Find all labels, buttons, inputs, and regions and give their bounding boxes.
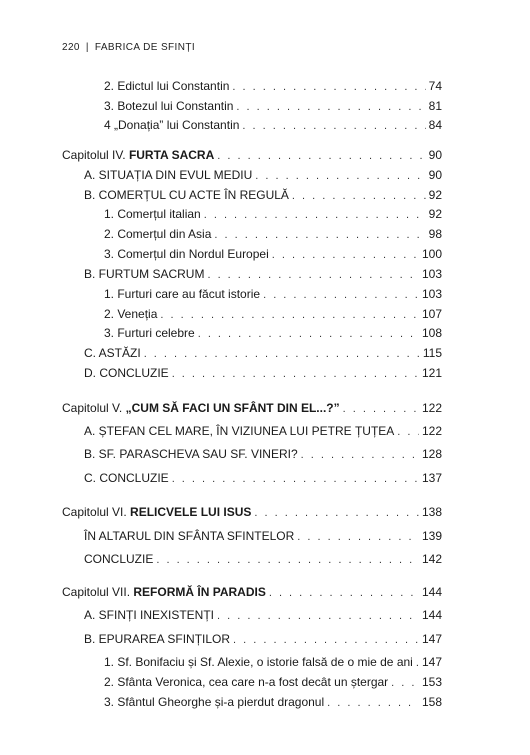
toc-page-number: 138 — [421, 505, 442, 519]
dot-leader — [254, 505, 419, 521]
dot-leader — [327, 695, 419, 711]
toc-entry-title — [104, 226, 211, 242]
dot-leader — [204, 207, 426, 223]
toc-subsection-entry — [104, 654, 442, 671]
toc-page-number: 122 — [421, 424, 442, 438]
toc-entry-prefix: B. EPURAREA SFINȚILOR — [84, 632, 231, 646]
toc-entry-prefix: 3. Botezul lui Constantin — [104, 99, 234, 113]
toc-page-number: 128 — [421, 447, 442, 461]
dot-leader — [343, 401, 419, 417]
toc-section-entry — [84, 266, 442, 283]
toc-entry-title — [84, 423, 394, 439]
toc-chapter-entry — [62, 400, 442, 417]
toc-page-number: 92 — [428, 207, 442, 221]
toc-entry-prefix: ÎN ALTARUL DIN SFÂNTA SFINTELOR — [84, 529, 295, 543]
toc-entry-title — [84, 345, 141, 361]
toc-subsection-entry — [104, 246, 442, 263]
dot-leader — [263, 287, 419, 303]
dot-leader — [233, 632, 419, 648]
toc-section-entry — [84, 470, 442, 487]
toc-section-entry — [84, 423, 442, 440]
toc-entry-title — [84, 551, 153, 567]
dot-leader — [255, 168, 425, 184]
dot-leader — [297, 529, 419, 545]
toc-subsection-entry — [104, 286, 442, 303]
dot-leader — [232, 79, 425, 95]
toc-subsection-entry — [104, 694, 442, 711]
toc-entry-prefix: 2. Comerțul din Asia — [104, 227, 212, 241]
toc-entry-prefix: 3. Comerțul din Nordul Europei — [104, 247, 269, 261]
toc-chapter-title: „CUM SĂ FACI UN SFÂNT DIN EL...?” — [125, 401, 340, 415]
dot-leader — [269, 585, 419, 601]
toc-entry-prefix: 2. Sfânta Veronica, cea care n-a fost decât un ștergar — [104, 675, 389, 689]
toc-entry-prefix: A. SITUAȚIA DIN EVUL MEDIU — [84, 168, 253, 182]
toc-chapter-entry — [62, 147, 442, 164]
toc-subsection-entry — [104, 226, 442, 243]
toc-subsection-entry — [104, 306, 442, 323]
toc-entry-prefix: A. ȘTEFAN CEL MARE, ÎN VIZIUNEA LUI PETRE ȚUȚEA — [84, 424, 395, 438]
dot-leader — [144, 346, 420, 362]
toc-page-number: 139 — [421, 529, 442, 543]
toc-entry-title — [104, 246, 269, 262]
toc-page-number: 84 — [428, 118, 442, 132]
toc-page-number: 144 — [421, 585, 442, 599]
toc-entry-title — [104, 325, 195, 341]
dot-leader — [272, 247, 419, 263]
toc-page-number: 103 — [421, 267, 442, 281]
toc-entry-title — [84, 446, 298, 462]
toc-entry-title — [84, 365, 169, 381]
toc-page-number: 98 — [428, 227, 442, 241]
toc-entry-prefix: D. CONCLUZIE — [84, 366, 169, 380]
toc-page-number: 90 — [428, 148, 442, 162]
dot-leader — [207, 267, 419, 283]
toc-subsection-entry — [104, 206, 442, 223]
toc-section-entry — [84, 607, 442, 624]
dot-leader — [236, 99, 425, 115]
dot-leader — [198, 326, 419, 342]
toc-entry-title — [104, 78, 229, 94]
dot-leader — [156, 552, 419, 568]
toc-entry-prefix: Capitolul VI. — [62, 505, 131, 519]
toc-page-number: 122 — [421, 401, 442, 415]
toc-entry-title — [104, 694, 324, 710]
toc-entry-prefix: 3. Furturi celebre — [104, 326, 195, 340]
toc-page-number: 115 — [422, 346, 442, 360]
toc-entry-prefix: 1. Furturi care au făcut istorie — [104, 287, 261, 301]
dot-leader — [301, 447, 419, 463]
dot-leader — [217, 148, 425, 164]
toc-section-entry — [84, 365, 442, 382]
dot-leader — [391, 675, 419, 691]
toc-subsection-entry — [104, 98, 442, 115]
toc-entry-prefix: 4 „Donația” lui Constantin — [104, 118, 240, 132]
toc-chapter-entry — [62, 584, 442, 601]
toc-entry-title — [84, 167, 252, 183]
page-number: 220 — [62, 42, 80, 53]
toc-page-number: 90 — [428, 168, 442, 182]
toc-entry-prefix: Capitolul IV. — [62, 148, 129, 162]
toc-entry-prefix: 2. Veneția — [104, 307, 158, 321]
toc-entry-prefix: A. SFINȚI INEXISTENȚI — [84, 608, 215, 622]
toc-entry-prefix: 1. Comerțul italian — [104, 207, 201, 221]
toc-page-number: 137 — [421, 471, 442, 485]
dot-leader — [397, 424, 419, 440]
toc-page-number: 92 — [428, 188, 442, 202]
toc-entry-title — [62, 504, 251, 520]
toc-subsection-entry — [104, 78, 442, 95]
toc-entry-title — [104, 98, 233, 114]
toc-entry-title — [84, 631, 230, 647]
toc-page-number: 107 — [421, 307, 442, 321]
toc-subsection-entry — [104, 674, 442, 691]
dot-leader — [160, 307, 419, 323]
toc-chapter-title: RELICVELE LUI ISUS — [130, 505, 252, 519]
book-title: FABRICA DE SFINȚI — [94, 42, 196, 53]
toc-entry-title — [84, 470, 169, 486]
toc-entry-prefix: C. ASTĂZI — [84, 346, 141, 360]
toc-entry-title — [104, 206, 201, 222]
toc-section-entry — [84, 528, 442, 545]
toc-entry-title — [62, 400, 340, 416]
toc-page-number: 108 — [421, 326, 442, 340]
toc-entry-title — [104, 654, 413, 670]
toc-entry-title — [62, 147, 214, 163]
toc-section-entry — [84, 345, 442, 362]
toc-entry-title — [84, 266, 204, 282]
toc-entry-prefix: B. SF. PARASCHEVA SAU SF. VINERI? — [84, 447, 298, 461]
toc-section-entry — [84, 446, 442, 463]
dot-leader — [292, 188, 426, 204]
dot-leader — [172, 366, 419, 382]
toc-entry-title — [62, 584, 266, 600]
toc-entry-prefix: Capitolul V. — [62, 401, 126, 415]
toc-page-number: 121 — [421, 366, 442, 380]
toc-section-entry — [84, 631, 442, 648]
toc-entry-prefix: B. FURTUM SACRUM — [84, 267, 205, 281]
toc-page-number: 147 — [421, 632, 442, 646]
toc-entry-prefix: CONCLUZIE — [84, 552, 154, 566]
toc-entry-title — [104, 674, 388, 690]
dot-leader — [172, 471, 419, 487]
toc-entry-prefix: B. COMERȚUL CU ACTE ÎN REGULĂ — [84, 188, 289, 202]
dot-leader — [217, 608, 419, 624]
toc-entry-title — [84, 528, 294, 544]
toc-entry-title — [104, 286, 260, 302]
toc-page-number: 103 — [421, 287, 442, 301]
toc-page-number: 100 — [421, 247, 442, 261]
toc-page-number: 147 — [421, 655, 442, 669]
toc-entry-title — [104, 306, 157, 322]
toc-entry-prefix: 3. Sfântul Gheorghe și-a pierdut dragonul — [104, 695, 325, 709]
toc-page-number: 142 — [421, 552, 442, 566]
toc-entry-prefix: 2. Edictul lui Constantin — [104, 79, 230, 93]
toc-entry-prefix: C. CONCLUZIE — [84, 471, 169, 485]
toc-page-number: 158 — [421, 695, 442, 709]
toc-page-number: 153 — [421, 675, 442, 689]
toc-section-entry — [84, 167, 442, 184]
toc-chapter-entry — [62, 504, 442, 521]
toc-entry-title — [84, 187, 289, 203]
toc-entry-title — [104, 117, 239, 133]
toc-chapter-title: FURTA SACRA — [128, 148, 215, 162]
toc-page-number: 81 — [428, 99, 442, 113]
dot-leader — [214, 227, 425, 243]
toc-page-number: 144 — [421, 608, 442, 622]
toc-subsection-entry — [104, 325, 442, 342]
toc-subsection-entry — [104, 117, 442, 134]
toc-entry-title — [84, 607, 214, 623]
toc-section-entry — [84, 551, 442, 568]
dot-leader — [242, 118, 425, 134]
header-separator: | — [85, 42, 89, 53]
toc-page-number: 74 — [428, 79, 442, 93]
toc-chapter-title: REFORMĂ ÎN PARADIS — [133, 585, 266, 599]
toc-entry-prefix: 1. Sf. Bonifaciu și Sf. Alexie, o istorie falsă de o mie de ani — [104, 655, 413, 669]
dot-leader — [416, 655, 419, 671]
toc-entry-prefix: Capitolul VII. — [62, 585, 134, 599]
toc-section-entry — [84, 187, 442, 204]
